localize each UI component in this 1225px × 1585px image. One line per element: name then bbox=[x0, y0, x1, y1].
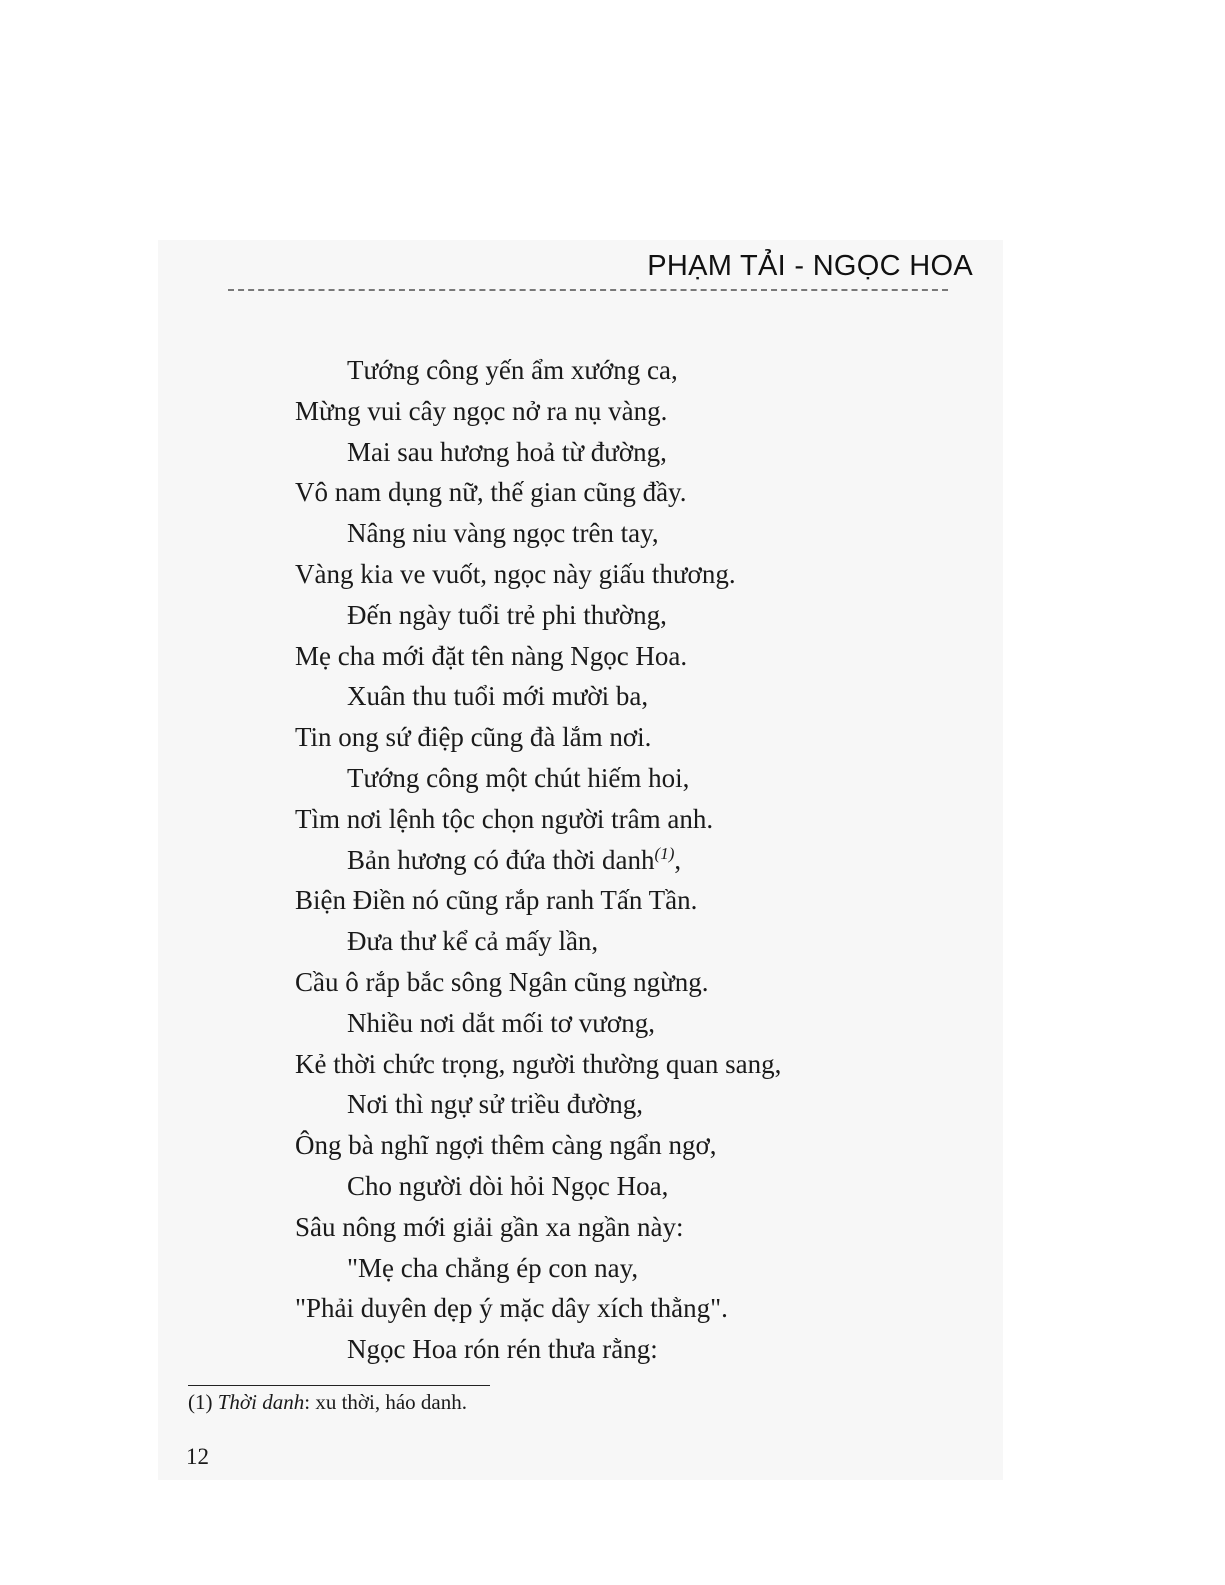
footnote-marker: (1) bbox=[188, 1390, 213, 1414]
verse-line bbox=[295, 758, 915, 799]
verse-line-text: Mẹ cha mới đặt tên nàng Ngọc Hoa. bbox=[295, 640, 688, 671]
running-header: PHẠM TẢI - NGỌC HOA bbox=[647, 250, 973, 282]
verse-line-text: Xuân thu tuổi mới mười ba, bbox=[347, 681, 649, 712]
verse-line-text: "Phải duyên dẹp ý mặc dây xích thằng". bbox=[295, 1293, 728, 1324]
verse-line-text: Biện Điền nó cũng rắp ranh Tấn Tần. bbox=[295, 885, 698, 916]
verse-line bbox=[295, 636, 915, 677]
page-number: 12 bbox=[186, 1444, 209, 1469]
verse-line-text: Cho người dòi hỏi Ngọc Hoa, bbox=[347, 1170, 669, 1201]
verse-line bbox=[295, 676, 915, 717]
verse-line bbox=[295, 554, 915, 595]
verse-line-text: Sâu nông mới giải gần xa ngần này: bbox=[295, 1211, 684, 1242]
verse-line bbox=[295, 921, 915, 962]
verse-line-text: Tướng công một chút hiếm hoi, bbox=[347, 762, 690, 793]
verse-line bbox=[295, 1329, 915, 1370]
verse-line bbox=[295, 1166, 915, 1207]
verse-line bbox=[295, 717, 915, 758]
verse-line-text: Cầu ô rắp bắc sông Ngân cũng ngừng. bbox=[295, 966, 709, 997]
verse-line bbox=[295, 1207, 915, 1248]
verse-line bbox=[295, 962, 915, 1003]
verse-line-text: Bản hương có đứa thời danh bbox=[347, 844, 655, 875]
verse-line bbox=[295, 1288, 915, 1329]
verse-line-text: Nhiều nơi dắt mối tơ vương, bbox=[347, 1007, 655, 1038]
verse-line-text: Đưa thư kể cả mấy lần, bbox=[347, 926, 599, 957]
verse-line-text: Ông bà nghĩ ngợi thêm càng ngẩn ngơ, bbox=[295, 1130, 717, 1161]
verse-line bbox=[295, 350, 915, 391]
verse-line-text: Mai sau hương hoả từ đường, bbox=[347, 436, 667, 467]
verse-line-punctuation: , bbox=[674, 844, 682, 875]
verse-line bbox=[295, 840, 915, 881]
poem-body bbox=[295, 350, 915, 1370]
verse-line bbox=[295, 799, 915, 840]
verse-line-text: Vô nam dụng nữ, thế gian cũng đầy. bbox=[295, 477, 687, 508]
verse-line bbox=[295, 391, 915, 432]
footnote bbox=[188, 1390, 467, 1415]
verse-line-text: Kẻ thời chức trọng, người thường quan sang, bbox=[295, 1048, 782, 1079]
footnote-definition: : xu thời, háo danh. bbox=[304, 1390, 467, 1414]
verse-line-text: Vàng kia ve vuốt, ngọc này giấu thương. bbox=[295, 558, 736, 589]
verse-line bbox=[295, 513, 915, 554]
verse-line bbox=[295, 880, 915, 921]
verse-line-text: Nơi thì ngự sử triều đường, bbox=[347, 1089, 643, 1120]
footnote-reference: (1) bbox=[654, 843, 675, 863]
verse-line-text: Tìm nơi lệnh tộc chọn người trâm anh. bbox=[295, 803, 714, 834]
footnote-rule bbox=[188, 1385, 490, 1386]
header-rule bbox=[228, 289, 948, 291]
footnote-term: Thời danh bbox=[217, 1390, 305, 1414]
verse-line bbox=[295, 1248, 915, 1289]
verse-line-text: Tin ong sứ điệp cũng đà lắm nơi. bbox=[295, 722, 652, 753]
verse-line bbox=[295, 1125, 915, 1166]
verse-line-text: Đến ngày tuổi trẻ phi thường, bbox=[347, 599, 667, 630]
verse-line bbox=[295, 1084, 915, 1125]
verse-line bbox=[295, 595, 915, 636]
verse-line-text: "Mẹ cha chẳng ép con nay, bbox=[347, 1252, 639, 1283]
verse-line bbox=[295, 1044, 915, 1085]
verse-line bbox=[295, 1003, 915, 1044]
verse-line-text: Ngọc Hoa rón rén thưa rằng: bbox=[347, 1334, 658, 1365]
verse-line-text: Tướng công yến ẩm xướng ca, bbox=[347, 355, 678, 385]
verse-line bbox=[295, 432, 915, 473]
verse-line-text: Mừng vui cây ngọc nở ra nụ vàng. bbox=[295, 395, 668, 426]
verse-line-text: Nâng niu vàng ngọc trên tay, bbox=[347, 518, 659, 549]
verse-line bbox=[295, 472, 915, 513]
